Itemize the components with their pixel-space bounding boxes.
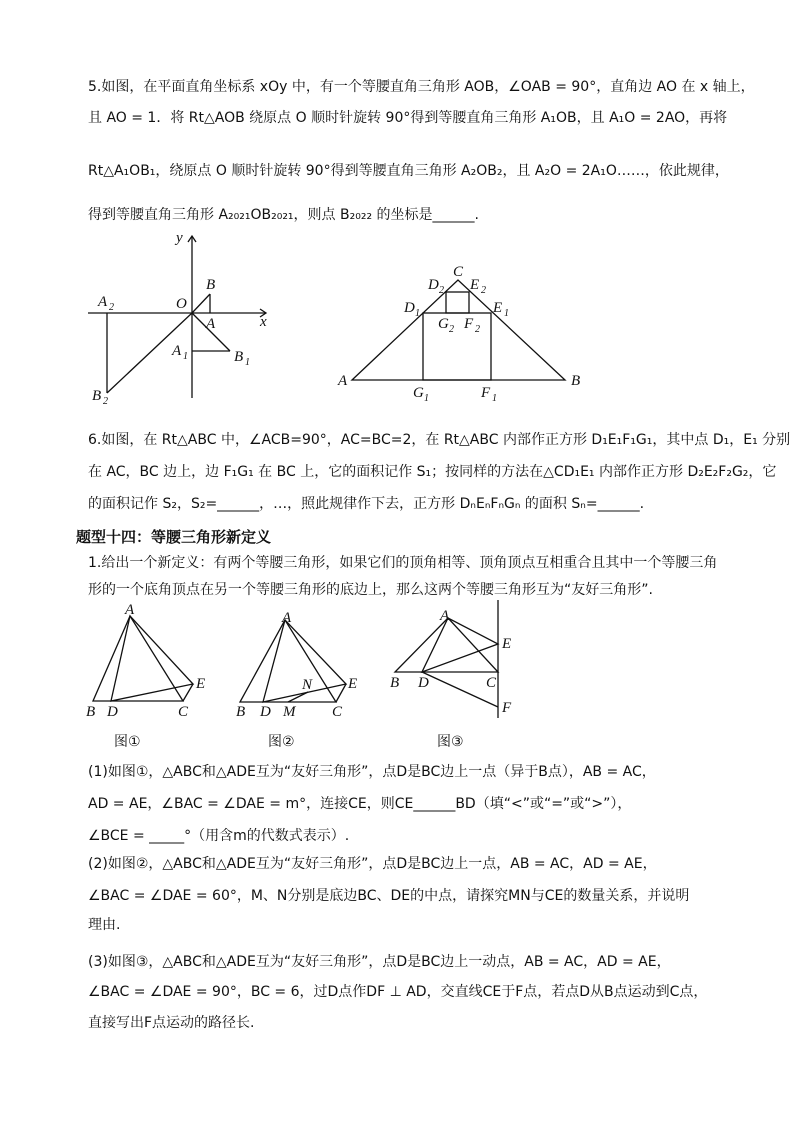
question1-line1: (1)如图①，△ABC和△ADE互为“友好三角形”，点D是BC边上一点（异于B点），AB = AC， bbox=[88, 764, 656, 780]
square-D1E1F1G1 bbox=[423, 313, 491, 380]
label-A1: A bbox=[172, 343, 182, 359]
label-D: D bbox=[260, 704, 271, 720]
problem6-line1: 6.如图，在 Rt△ABC 中，∠ACB=90°，AC=BC=2，在 Rt△ABC 内部作正方形 D₁E₁F₁G₁，其中点 D₁，E₁ 分别 bbox=[88, 432, 791, 448]
label-D1: D bbox=[404, 300, 415, 316]
question1-line2: AD = AE，∠BAC = ∠DAE = m°，连接CE，则CE______BD（填“<”或“=”或“>”）， bbox=[88, 796, 632, 812]
label-E2-sub: 2 bbox=[481, 285, 486, 296]
label-D: D bbox=[418, 675, 429, 691]
section-title: 题型十四：等腰三角形新定义 bbox=[76, 528, 272, 546]
nested-square-figure bbox=[330, 262, 590, 412]
label-C: C bbox=[486, 675, 497, 691]
triangle-ABC bbox=[352, 280, 565, 380]
segment-OB bbox=[192, 294, 210, 313]
label-C: C bbox=[332, 704, 343, 720]
segment-CE bbox=[183, 684, 193, 701]
label-B2: B bbox=[92, 388, 102, 404]
fig1-caption: 图① bbox=[114, 734, 141, 750]
label-B: B bbox=[390, 675, 400, 691]
label-D2: D bbox=[428, 277, 439, 293]
label-E: E bbox=[348, 676, 358, 692]
label-F1: F bbox=[481, 385, 491, 401]
coordinate-rotation-figure bbox=[88, 228, 288, 408]
label-E: E bbox=[196, 676, 206, 692]
label-x: x bbox=[260, 314, 267, 330]
figure-3 bbox=[390, 600, 520, 720]
problem5-line3: Rt△A₁OB₁，绕原点 O 顺时针旋转 90°得到等腰直角三角形 A₂OB₂，且 A₂O = 2A₁O……，依此规律， bbox=[88, 163, 729, 179]
question2-line3: 理由. bbox=[88, 917, 121, 933]
question1-line3: ∠BCE = _____°（用含m的代数式表示）. bbox=[88, 828, 350, 844]
label-A: A bbox=[125, 602, 135, 618]
segment-MN bbox=[288, 692, 308, 702]
question3-line1: (3)如图③，△ABC和△ADE互为“友好三角形”，点D是BC边上一动点，AB = AC，AD = AE， bbox=[88, 954, 671, 970]
label-C: C bbox=[178, 704, 189, 720]
label-C: C bbox=[453, 264, 464, 280]
figure-2 bbox=[236, 610, 370, 720]
label-A2: A bbox=[98, 294, 108, 310]
label-A1-sub: 1 bbox=[183, 351, 188, 362]
label-A: A bbox=[206, 316, 216, 332]
label-G1-sub: 1 bbox=[424, 393, 429, 404]
label-G2: G bbox=[438, 316, 449, 332]
label-O: O bbox=[176, 296, 187, 312]
fig3-caption: 图③ bbox=[437, 734, 464, 750]
label-y: y bbox=[176, 230, 183, 246]
label-E1-sub: 1 bbox=[504, 308, 509, 319]
segment-CE bbox=[336, 684, 346, 702]
square-D2E2F2G2 bbox=[446, 292, 469, 313]
label-E1: E bbox=[493, 300, 503, 316]
label-B1: B bbox=[234, 349, 244, 365]
label-A: A bbox=[282, 610, 292, 626]
label-D1-sub: 1 bbox=[415, 308, 420, 319]
label-A: A bbox=[440, 608, 450, 624]
label-B: B bbox=[571, 373, 581, 389]
figure-1 bbox=[85, 602, 215, 721]
question3-line3: 直接写出F点运动的路径长. bbox=[88, 1015, 255, 1031]
problem5-line2: 且 AO = 1．将 Rt△AOB 绕原点 O 顺时针旋转 90°得到等腰直角三角形 A₁OB，且 A₁O = 2AO，再将 bbox=[88, 110, 728, 126]
problem6-line2: 在 AC，BC 边上，边 F₁G₁ 在 BC 上，它的面积记作 S₁；按同样的方法在△CD₁E₁ 内部作正方形 D₂E₂F₂G₂，它 bbox=[88, 464, 777, 480]
label-B: B bbox=[206, 277, 216, 293]
label-B2-sub: 2 bbox=[103, 396, 108, 407]
label-D2-sub: 2 bbox=[439, 285, 444, 296]
label-F: F bbox=[502, 700, 512, 716]
label-A2-sub: 2 bbox=[109, 302, 114, 313]
label-F2: F bbox=[464, 316, 474, 332]
triangle-ADE bbox=[111, 616, 193, 701]
question3-line2: ∠BAC = ∠DAE = 90°，BC = 6，过D点作DF ⊥ AD，交直线CE于F点，若点D从B点运动到C点， bbox=[88, 984, 708, 1000]
label-F2-sub: 2 bbox=[475, 324, 480, 335]
label-G2-sub: 2 bbox=[449, 324, 454, 335]
problem5-line4: 得到等腰直角三角形 A₂₀₂₁OB₂₀₂₁，则点 B₂₀₂₂ 的坐标是______. bbox=[88, 207, 479, 223]
label-N: N bbox=[302, 677, 313, 693]
label-A: A bbox=[338, 373, 348, 389]
problem1-intro2: 形的一个底角顶点在另一个等腰三角形的底边上，那么这两个等腰三角形互为“友好三角形”. bbox=[88, 582, 653, 598]
label-E2: E bbox=[470, 277, 480, 293]
problem6-line3: 的面积记作 S₂，S₂=______，…，照此规律作下去，正方形 DₙEₙFₙGₙ 的面积 Sₙ=______. bbox=[88, 496, 645, 512]
label-D: D bbox=[107, 704, 118, 720]
label-B1-sub: 1 bbox=[245, 357, 250, 368]
triangle-ABC bbox=[395, 618, 498, 672]
fig2-caption: 图② bbox=[268, 734, 295, 750]
question2-line1: (2)如图②，△ABC和△ADE互为“友好三角形”，点D是BC边上一点，AB = AC，AD = AE， bbox=[88, 856, 657, 872]
label-B: B bbox=[236, 704, 246, 720]
problem1-intro1: 1.给出一个新定义：有两个等腰三角形，如果它们的顶角相等、顶角顶点互相重合且其中一个等腰三角 bbox=[88, 555, 718, 571]
triangle-ADE bbox=[422, 618, 498, 672]
label-B: B bbox=[86, 704, 96, 720]
label-G1: G bbox=[413, 385, 424, 401]
label-E: E bbox=[502, 636, 512, 652]
label-F1-sub: 1 bbox=[492, 393, 497, 404]
label-M: M bbox=[283, 704, 296, 720]
problem5-line1: 5.如图，在平面直角坐标系 xOy 中，有一个等腰直角三角形 AOB，∠OAB = 90°，直角边 AO 在 x 轴上， bbox=[88, 79, 755, 95]
question2-line2: ∠BAC = ∠DAE = 60°，M、N分别是底边BC、DE的中点，请探究MN与CE的数量关系，并说明 bbox=[88, 888, 690, 904]
